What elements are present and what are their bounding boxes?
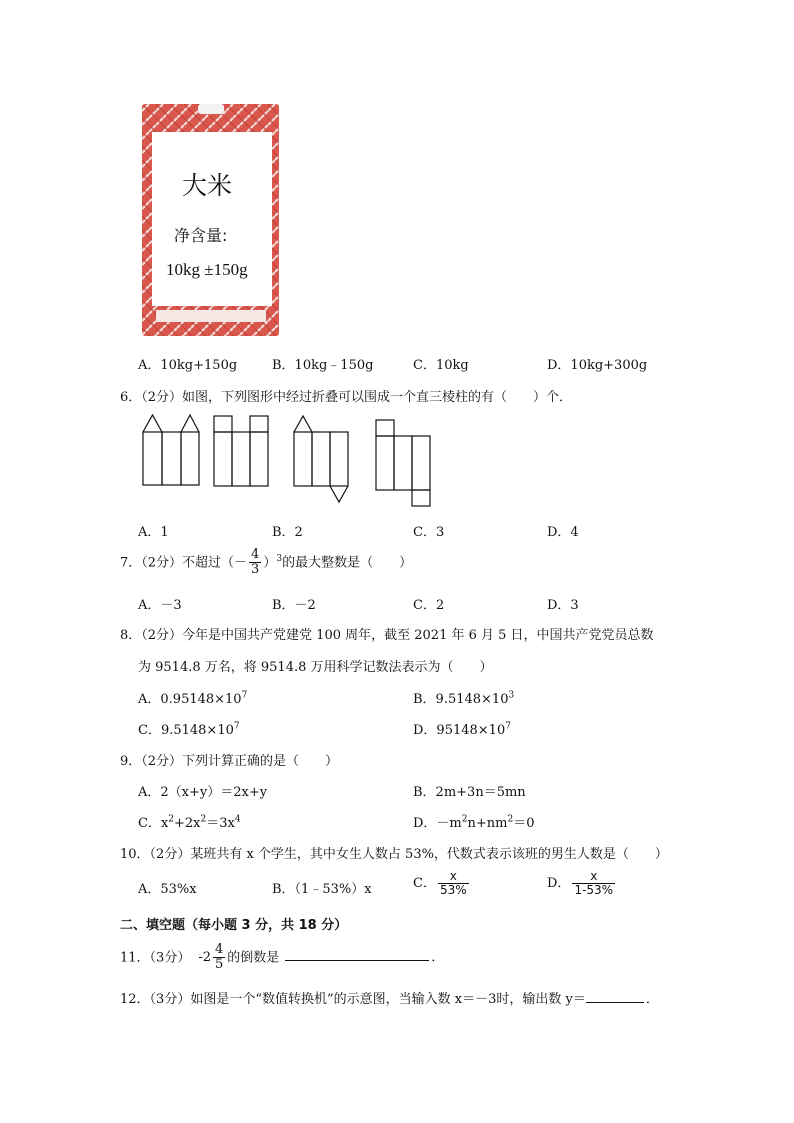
q11-fraction [213, 943, 225, 973]
q8-b-exp: 3 [508, 690, 515, 701]
q8-c-exp: 7 [233, 721, 240, 732]
q9-stem: 9．（2分）下列计算正确的是（ ） [120, 754, 339, 769]
q7-option-b[interactable]: B．－2 [272, 598, 316, 613]
q5-option-a[interactable]: A．10kg+150g [138, 358, 238, 373]
q6-option-c[interactable]: C．3 [413, 525, 445, 540]
q11-answer-blank[interactable] [285, 946, 429, 961]
q10-option-d[interactable] [547, 870, 617, 897]
q9-c-exp3: 4 [234, 814, 241, 825]
q9-option-b[interactable]: B．2m+3n＝5mn [413, 785, 526, 800]
q9-d-part1: D．－m [413, 816, 462, 831]
q7-fraction [249, 548, 261, 578]
q8-option-a[interactable] [138, 688, 247, 707]
q8-d-base: D．95148×10 [413, 723, 506, 738]
q8-a-exp: 7 [241, 690, 248, 701]
q7-paren-close: ） [263, 555, 277, 571]
q8-option-d[interactable] [413, 719, 511, 738]
q9-d-part3: ＝0 [513, 816, 535, 831]
q12-answer-blank[interactable] [586, 989, 644, 1003]
net-figure-2 [214, 416, 268, 486]
q8-stem-line2: 为 9514.8 万名，将 9514.8 万用科学记数法表示为（ ） [138, 660, 493, 675]
q9-d-exp1: 2 [461, 814, 468, 825]
q10-option-a[interactable]: A．53%x [138, 882, 197, 897]
q8-option-b[interactable] [413, 688, 514, 707]
q9-d-part2: n+nm [467, 816, 508, 831]
q12-end: ． [645, 992, 659, 1007]
q5-option-b[interactable]: B．10kg﹣150g [272, 358, 374, 373]
q7-stem [120, 548, 412, 578]
q11-frac-num: 4 [215, 942, 224, 957]
q6-option-d[interactable]: D．4 [547, 525, 579, 540]
q7-option-a[interactable]: A．－3 [138, 598, 182, 613]
q7-suffix: 的最大整数是（ ） [282, 555, 413, 571]
q10-c-num: x [438, 870, 469, 884]
q8-stem-line1: 8．（2分）今年是中国共产党建党 100 周年，截至 2021 年 6 月 5 日，中国共产党党员总数 [120, 628, 654, 643]
q10-c-den: 53% [439, 883, 467, 898]
q9-d-exp2: 2 [507, 814, 514, 825]
q6-option-b[interactable]: B．2 [272, 525, 303, 540]
q6-option-a[interactable]: A．1 [138, 525, 169, 540]
q10-option-c[interactable] [413, 870, 471, 897]
q10-stem: 10．（2分）某班共有 x 个学生，其中女生人数占 53%，代数式表示该班的男生人数是（ ） [120, 847, 668, 862]
q7-frac-num: 4 [251, 547, 260, 562]
rice-bag-image [142, 104, 279, 336]
q10-d-num: x [572, 870, 615, 884]
net-figure-4 [376, 420, 430, 506]
q11-suffix: 的倒数是 [227, 950, 280, 966]
rice-bag-net-label: 净含量: [174, 226, 228, 245]
q11-whole: -2 [198, 950, 211, 966]
q9-c-part3: ＝3x [206, 816, 235, 831]
section-heading: 二、填空题（每小题 3 分，共 18 分） [120, 918, 348, 933]
q8-a-base: A．0.95148×10 [138, 692, 242, 707]
q9-c-part2: +2x [174, 816, 201, 831]
rice-bag-title: 大米 [182, 171, 233, 200]
q10-option-b[interactable]: B．（1﹣53%）x [272, 882, 372, 897]
q11-end: ． [431, 950, 445, 966]
q8-c-base: C．9.5148×10 [138, 723, 234, 738]
q10-d-fraction [572, 870, 615, 897]
q7-option-d[interactable]: D．3 [547, 598, 579, 613]
q9-c-exp2: 2 [200, 814, 207, 825]
q10-d-den: 1-53% [574, 883, 614, 898]
rice-bag-weight: 10kg ±150g [166, 260, 248, 279]
q9-option-c[interactable] [138, 812, 241, 831]
q8-d-exp: 7 [505, 721, 511, 732]
q7-frac-den: 3 [251, 562, 260, 578]
q7-prefix: 7．（2分）不超过（－ [120, 555, 248, 571]
q10-c-label: C． [413, 876, 436, 892]
q10-c-fraction [438, 870, 469, 897]
q6-figures [140, 412, 440, 508]
q12-stem [120, 988, 659, 1007]
q5-option-d[interactable]: D．10kg+300g [547, 358, 648, 373]
q8-b-base: B．9.5148×10 [413, 692, 509, 707]
q11-stem [120, 943, 444, 973]
q9-c-exp1: 2 [168, 814, 175, 825]
q12-text: 12．（3分）如图是一个“数值转换机”的示意图，当输入数 x＝－3时，输出数 y＝ [120, 992, 586, 1007]
q10-d-label: D． [547, 876, 571, 892]
q9-option-a[interactable]: A．2（x+y）＝2x+y [138, 785, 268, 800]
q8-option-c[interactable] [138, 719, 240, 738]
q9-c-part1: C．x [138, 816, 169, 831]
q7-exponent: 3 [276, 553, 283, 564]
net-figure-3 [294, 416, 348, 502]
net-figure-1 [143, 415, 199, 485]
q6-stem: 6．（2分）如图，下列图形中经过折叠可以围成一个直三棱柱的有（ ）个． [120, 390, 573, 405]
rice-bag-pattern [142, 104, 279, 336]
q11-frac-den: 5 [215, 957, 224, 973]
q9-option-d[interactable] [413, 812, 534, 831]
q7-option-c[interactable]: C．2 [413, 598, 445, 613]
q5-option-c[interactable]: C．10kg [413, 358, 469, 373]
q11-prefix: 11．（3分） [120, 950, 191, 966]
